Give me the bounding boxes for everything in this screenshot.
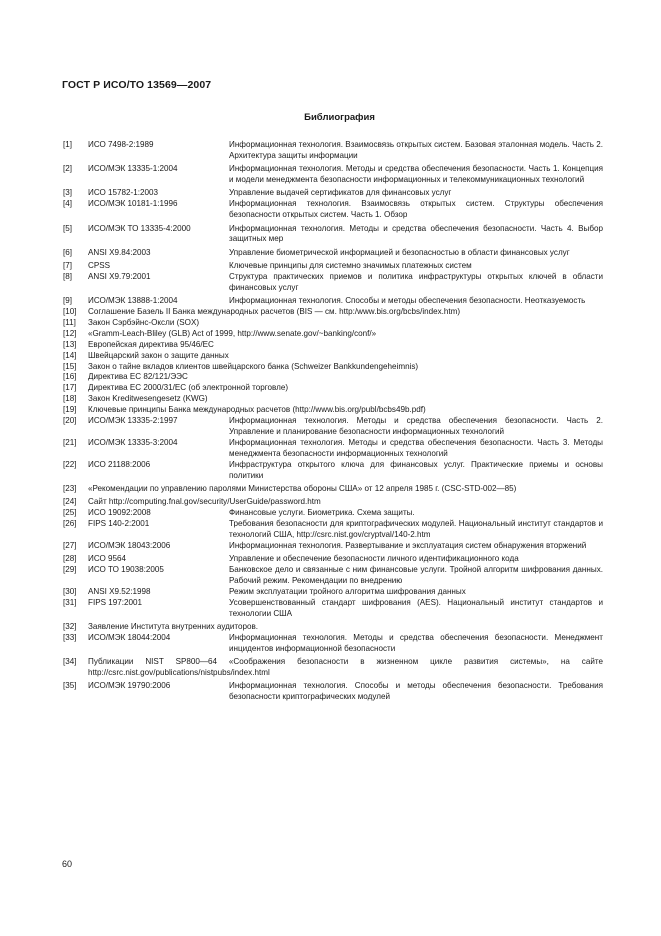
reference-number: [30] (63, 586, 77, 596)
reference-number: [7] (63, 261, 72, 271)
reference-number: [8] (63, 271, 72, 281)
bibliography-entry (63, 188, 603, 199)
reference-text: «Рекомендации по управлению паролями Министерства обороны США» от 12 апреля 1985 г. (CSC-STD-002—85) (88, 483, 517, 493)
reference-text: Ключевые принципы Банка международных расчетов (http://www.bis.org/publ/bcbs49b.pdf) (88, 405, 426, 415)
reference-number: [20] (63, 416, 77, 426)
bibliography-entry (63, 565, 603, 587)
reference-number: [18] (63, 394, 77, 404)
standard-code: ANSI X9.84:2003 (88, 247, 151, 257)
bibliography-title: Библиография (304, 112, 375, 123)
reference-text: Директива ЕС 82/121/ЭЭС (88, 372, 188, 382)
reference-text: Публикации NIST SP800—64 «Соображения безопасности в жизненном цикле развития системы», на сайте http://csrc.nist.gov/publications/nistpubs/index.html (88, 657, 603, 677)
document-header: ГОСТ Р ИСО/ТО 13569—2007 (62, 79, 212, 91)
bibliography-entry (63, 622, 603, 633)
reference-number: [31] (63, 597, 77, 607)
standard-code: FIPS 140-2:2001 (88, 519, 150, 529)
reference-number: [2] (63, 164, 72, 174)
reference-number: [5] (63, 223, 72, 233)
bibliography-entry (63, 351, 603, 362)
standard-code: ИСО/МЭК 10181-1:1996 (88, 199, 178, 209)
bibliography-entry (63, 416, 603, 438)
standard-title: Банковское дело и связанные с ним финансовые услуги. Тройной алгоритм шифрования данных. Рабочий режим. Рекомендации по внедрению (229, 565, 603, 585)
bibliography-entry (63, 484, 603, 495)
standard-code: ИСО 9564 (88, 554, 127, 564)
bibliography-entry (63, 340, 603, 351)
reference-number: [13] (63, 339, 77, 349)
reference-text: Закон Kreditwesengesetz (KWG) (88, 394, 208, 404)
standard-title: Требования безопасности для криптографических модулей. Национальный институт стандартов и технологий США, http://csrc.nist.gov/cryptval/140-2.htm (229, 519, 603, 539)
standard-title: Информационная технология. Развертывание и эксплуатация систем обнаружения вторжений (229, 540, 587, 550)
bibliography-entry (63, 554, 603, 565)
reference-number: [17] (63, 383, 77, 393)
reference-number: [15] (63, 361, 77, 371)
standard-code: ИСО 19092:2008 (88, 508, 151, 518)
standard-title: Усовершенствованный стандарт шифрования (AES). Национальный институт стандартов и технологии США (229, 597, 603, 618)
reference-number: [16] (63, 372, 77, 382)
standard-code: CPSS (88, 261, 111, 271)
standard-title: Информационная технология. Методы и средства обеспечения безопасности. Часть 2. Управление и планирование безопасности информационных технологий (229, 416, 603, 436)
standard-title: Информационная технология. Методы и средства обеспечения безопасности. Часть 4. Выбор защитных мер (229, 223, 603, 244)
reference-number: [11] (63, 317, 76, 327)
bibliography-entry (63, 140, 603, 162)
reference-number: [6] (63, 247, 72, 257)
bibliography-entry (63, 329, 603, 340)
reference-number: [4] (63, 199, 72, 209)
bibliography-entry (63, 224, 603, 246)
standard-title: Информационная технология. Методы и средства обеспечения безопасности. Часть 3. Методы менеджмента безопасности информационных технологий (229, 437, 603, 458)
standard-title: Управление выдачей сертификатов для финансовых услуг (229, 188, 452, 198)
reference-number: [25] (63, 508, 77, 518)
bibliography-entry (63, 497, 603, 508)
bibliography-entry (63, 598, 603, 620)
reference-number: [21] (63, 437, 77, 447)
standard-title: Финансовые услуги. Биометрика. Схема защиты. (229, 508, 415, 518)
standard-title: Режим эксплуатации тройного алгоритма шифрования данных (229, 586, 466, 596)
reference-number: [32] (63, 621, 77, 631)
bibliography-entry (63, 657, 603, 679)
standard-title: Информационная технология. Методы и средства обеспечения безопасности. Часть 1. Концепция и модели менеджмента безопасности информационных и телекоммуникационных технологий (229, 164, 603, 185)
reference-number: [12] (63, 328, 77, 338)
reference-text: «Gramm-Leach-Bliley (GLB) Act of 1999, http://www.senate.gov/~banking/conf/» (88, 328, 377, 338)
bibliography-entry (63, 383, 603, 394)
bibliography-entry (63, 248, 603, 259)
bibliography-entry (63, 405, 603, 416)
standard-code: ИСО/МЭК 13335-1:2004 (88, 164, 178, 174)
reference-text: Сайт http://computing.fnal.gov/security/UserGuide/password.htm (88, 497, 321, 507)
reference-number: [24] (63, 497, 77, 507)
standard-title: Информационная технология. Взаимосвязь открытых систем. Структуры обеспечения безопасности открытых систем. Часть 1. Обзор (229, 199, 603, 220)
bibliography-list (63, 140, 603, 703)
bibliography-entry (63, 519, 603, 541)
bibliography-entry (63, 541, 603, 552)
reference-number: [1] (63, 140, 72, 149)
reference-number: [10] (63, 307, 77, 317)
reference-text: Закон о тайне вкладов клиентов швейцарского банка (Schweizer Bankkundengeheimnis) (88, 361, 419, 371)
bibliography-entry (63, 372, 603, 383)
bibliography-entry (63, 508, 603, 519)
reference-number: [28] (63, 554, 77, 564)
reference-text: Швейцарский закон о защите данных (88, 350, 229, 360)
standard-code: ИСО/МЭК 13888-1:2004 (88, 296, 178, 306)
bibliography-entry (63, 362, 603, 373)
standard-title: Информационная технология. Способы и методы обеспечения безопасности. Неотказуемость (229, 296, 586, 306)
standard-code: ANSI X9.79:2001 (88, 271, 151, 281)
standard-code: ИСО/МЭК 18044:2004 (88, 632, 171, 642)
bibliography-entry (63, 587, 603, 598)
reference-number: [33] (63, 632, 77, 642)
bibliography-entry (63, 438, 603, 460)
reference-number: [29] (63, 565, 77, 575)
reference-number: [35] (63, 681, 77, 691)
standard-title: Управление и обеспечение безопасности личного идентификационного кода (229, 554, 519, 564)
reference-text: Директива ЕС 2000/31/ЕС (об электронной торговле) (88, 383, 289, 393)
bibliography-entry (63, 296, 603, 307)
standard-title: Инфраструктура открытого ключа для финансовых услуг. Практические приемы и основы политики (229, 459, 603, 480)
bibliography-entry (63, 633, 603, 655)
reference-number: [19] (63, 405, 77, 415)
bibliography-entry (63, 307, 603, 318)
standard-title: Ключевые принципы для системно значимых платежных систем (229, 261, 472, 271)
standard-title: Информационная технология. Взаимосвязь открытых систем. Базовая эталонная модель. Часть 2. Архитектура защиты информации (229, 140, 603, 160)
reference-number: [22] (63, 459, 77, 469)
reference-number: [34] (63, 657, 77, 667)
bibliography-entry (63, 394, 603, 405)
bibliography-entry (63, 261, 603, 272)
bibliography-entry (63, 460, 603, 482)
standard-code: ИСО/МЭК 13335-2:1997 (88, 416, 178, 426)
bibliography-entry (63, 681, 603, 703)
standard-title: Информационная технология. Методы и средства обеспечения безопасности. Менеджмент инцидентов информационной безопасности (229, 632, 603, 653)
reference-number: [9] (63, 296, 72, 306)
standard-code: ИСО/МЭК ТО 13335-4:2000 (88, 223, 191, 233)
standard-code: ИСО 21188:2006 (88, 459, 151, 469)
reference-text: Заявление Института внутренних аудиторов. (88, 621, 259, 631)
reference-number: [14] (63, 350, 77, 360)
reference-number: [23] (63, 483, 77, 493)
standard-code: ИСО/МЭК 19790:2006 (88, 681, 171, 691)
standard-code: ANSI X9.52:1998 (88, 586, 151, 596)
reference-text: Европейская директива 95/46/ЕС (88, 339, 214, 349)
reference-number: [3] (63, 188, 72, 198)
standard-title: Структура практических приемов и политика инфраструктуры открытых ключей в области финансовых услуг (229, 271, 603, 292)
standard-title: Информационная технология. Способы и методы обеспечения безопасности. Требования безопасности криптографических модулей (229, 681, 603, 702)
standard-code: ИСО/МЭК 13335-3:2004 (88, 437, 178, 447)
standard-code: ИСО ТО 19038:2005 (88, 565, 164, 575)
bibliography-entry (63, 318, 603, 329)
bibliography-entry (63, 164, 603, 186)
page-number: 60 (62, 859, 73, 869)
standard-code: ИСО/МЭК 18043:2006 (88, 540, 171, 550)
bibliography-entry (63, 199, 603, 221)
reference-number: [26] (63, 519, 77, 529)
reference-text: Соглашение Базель II Банка международных расчетов (BIS — см. http:/www.bis.org/bcbs/index.htm) (88, 307, 461, 317)
standard-code: ИСО 7498-2:1989 (88, 140, 154, 149)
standard-title: Управление биометрической информацией и безопасностью в области финансовых услуг (229, 247, 570, 257)
reference-text: Закон Сэрбэйнс-Оксли (SOX) (88, 317, 200, 327)
standard-code: ИСО 15782-1:2003 (88, 188, 158, 198)
bibliography-entry (63, 272, 603, 294)
standard-code: FIPS 197:2001 (88, 597, 142, 607)
reference-number: [27] (63, 540, 77, 550)
